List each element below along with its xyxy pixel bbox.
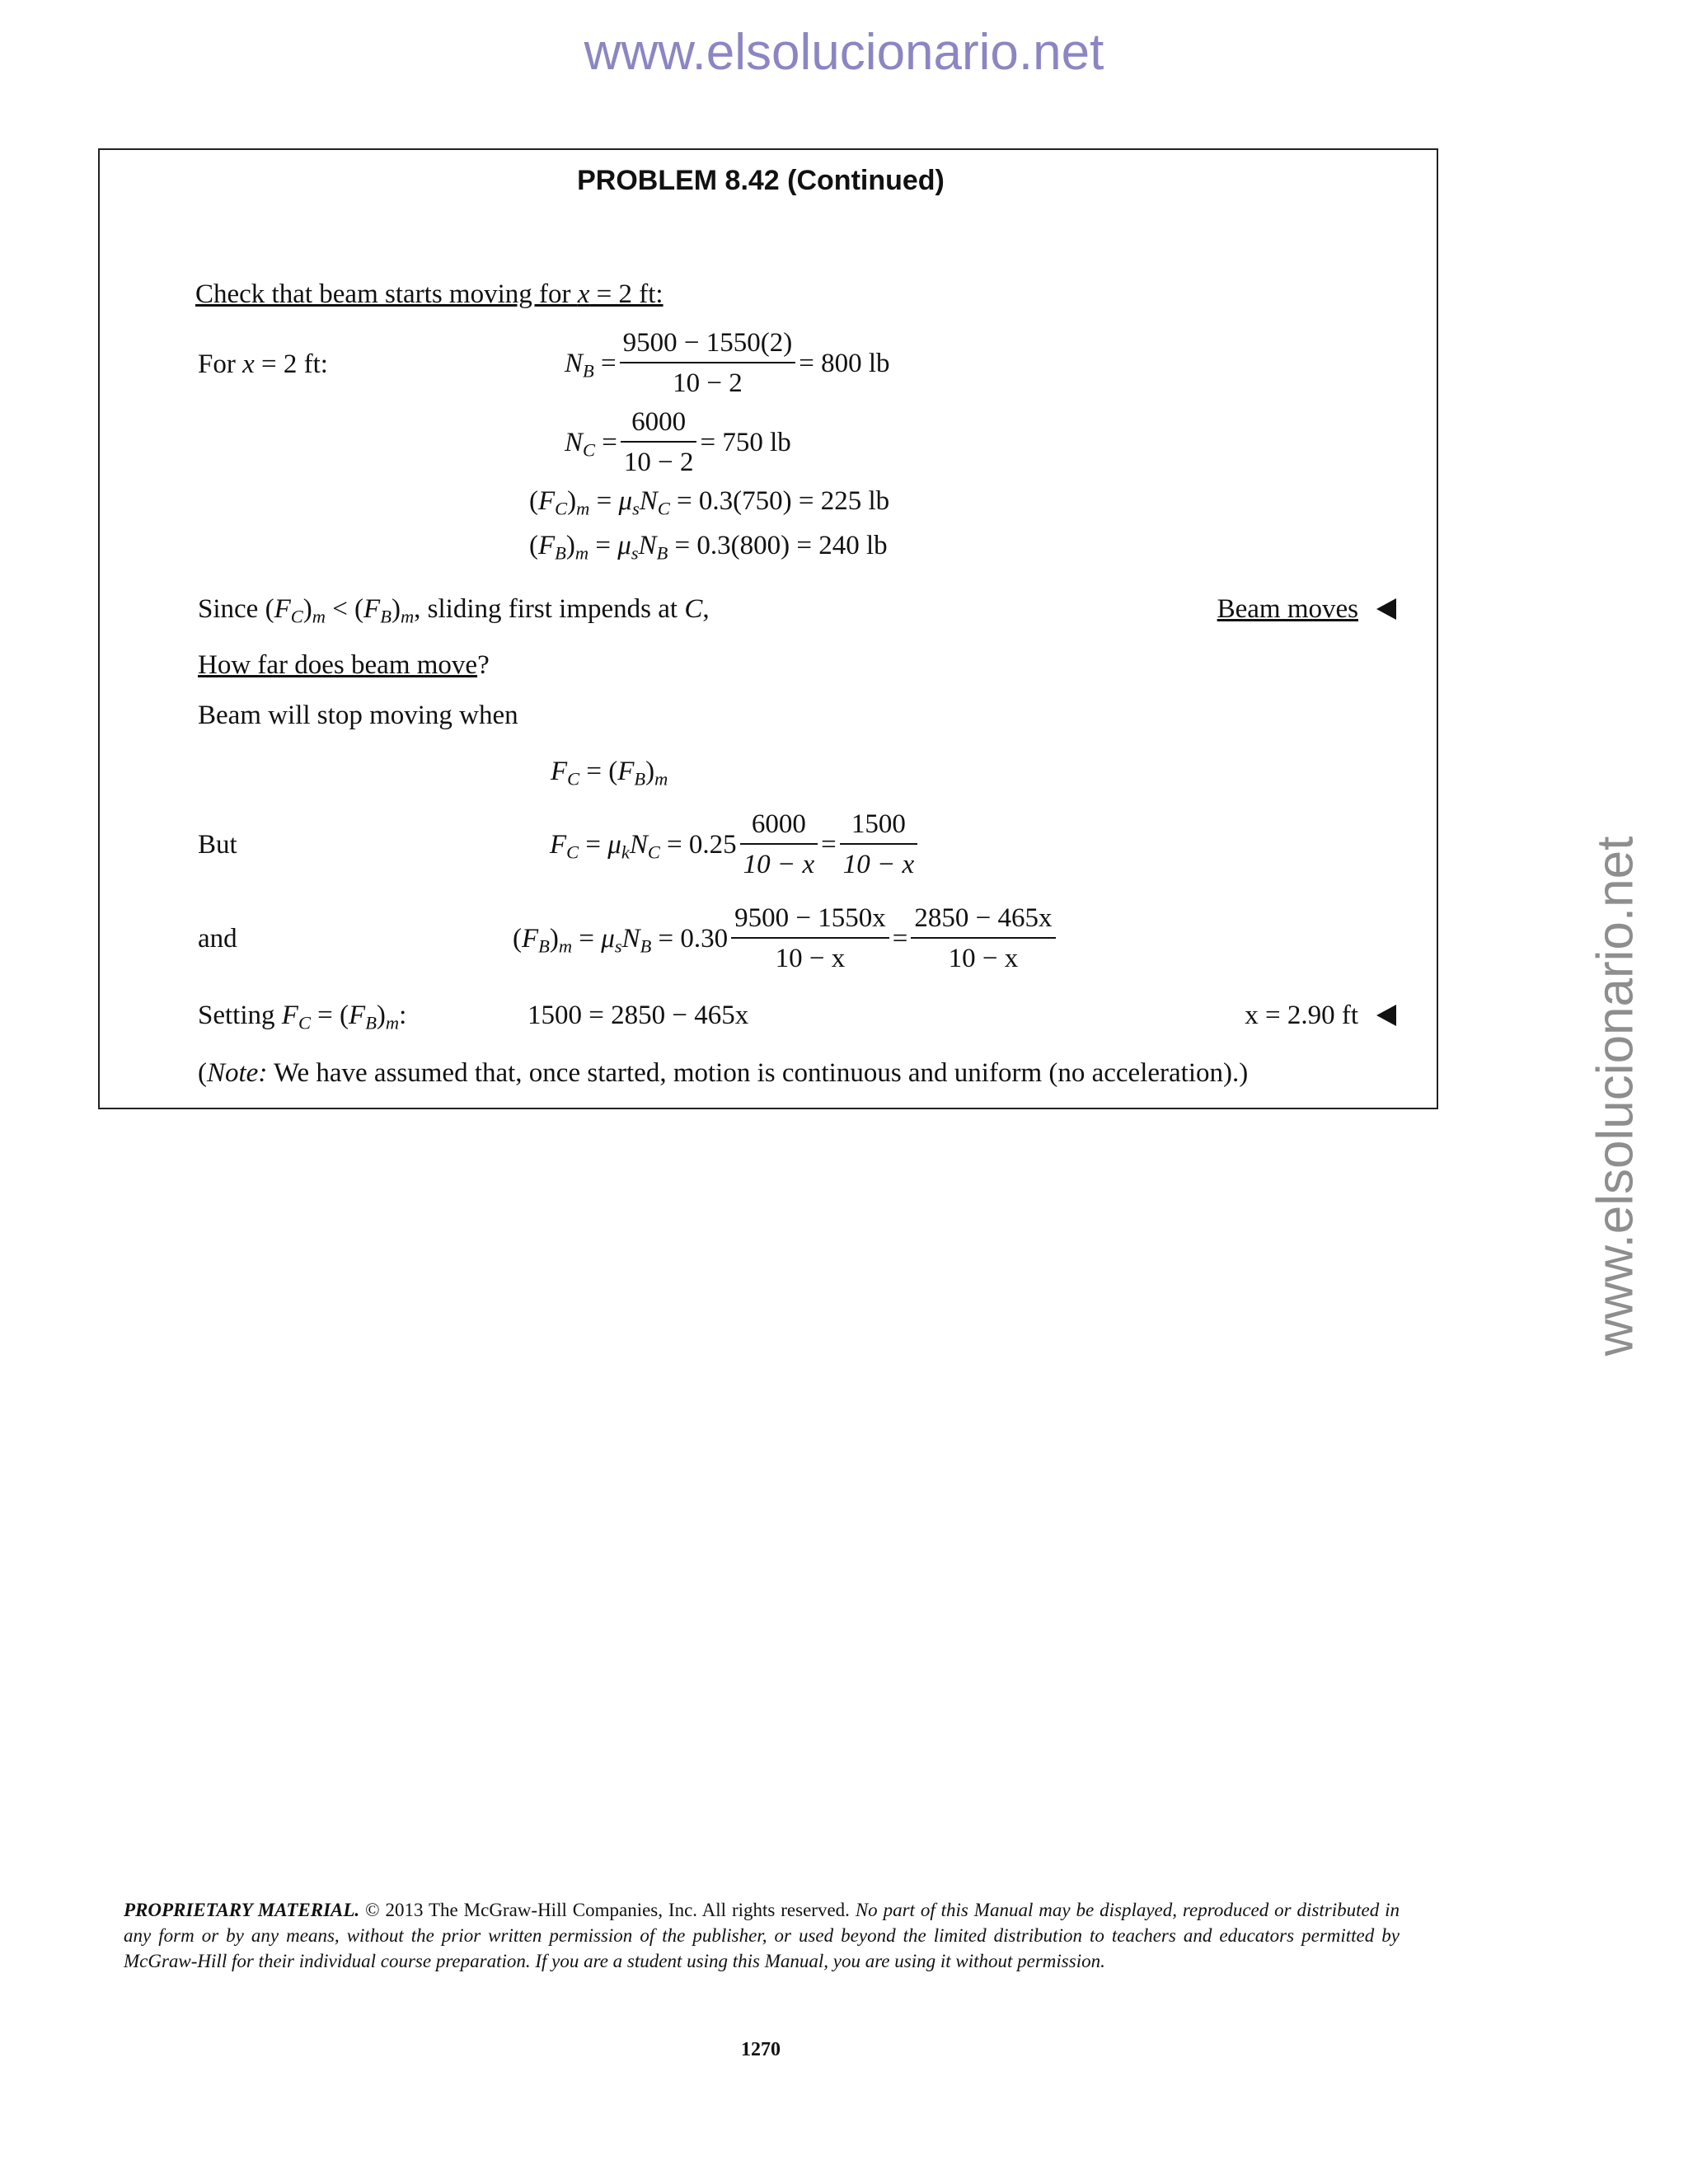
for-label: For x = 2 ft: bbox=[198, 349, 328, 379]
stop-condition: $F_C = (F_B)_m$ bbox=[551, 757, 668, 790]
fbm-fraction-1: $\frac{9500 - 1550x}{10 - x}$ bbox=[731, 903, 889, 974]
fcm-equation: $(F_C)_m = \mu_sN_C = 0.3(750) = 225$ lb bbox=[529, 486, 890, 519]
fbm-fraction-2: $\frac{2850 - 465x}{10 - x}$ bbox=[911, 903, 1055, 974]
how-far-heading: How far does beam move? bbox=[198, 650, 490, 680]
note: (Note: We have assumed that, once started, motion is continuous and uniform (no acceleration).) bbox=[198, 1058, 1249, 1088]
since-line: Since $(F_C)_m < (F_B)_m$, sliding first impends at C, bbox=[198, 594, 710, 627]
nb-fraction: $\frac{9500 - 1550(2)}{10 - 2}$ bbox=[620, 328, 796, 399]
nc-fraction: $\frac{6000}{10 - 2}$ bbox=[621, 407, 697, 478]
answer-marker-icon bbox=[1376, 1005, 1396, 1026]
stop-text: Beam will stop moving when bbox=[198, 701, 518, 730]
watermark-top: www.elsolucionario.net bbox=[584, 24, 1104, 81]
proprietary-notice: PROPRIETARY MATERIAL. © 2013 The McGraw-Hill Companies, Inc. All rights reserved. No part of this Manual may be displayed, reproduced or distributed in any form or by any means, without the prior written permission of the publisher, or used beyond the limited distribution to teachers and educators permitted by McGraw-Hill for their individual course preparation. If you are a student using this Manual, you are using it without permission. bbox=[124, 1900, 1400, 1971]
fbm-equation: $(F_B)_m = \mu_sN_B = 0.3(800) = 240$ lb bbox=[529, 531, 888, 564]
fc-kinetic-equation: $F_C = \mu_kN_C = 0.25$ $\frac{6000}{10 - x}$ = $\frac{1500}{10 - x}$ bbox=[548, 809, 919, 880]
problem-title: PROBLEM 8.42 (Continued) bbox=[577, 165, 945, 196]
fbm-x-equation: $(F_B)_m = \mu_sN_B = 0.30$ $\frac{9500 - 1550x}{10 - x}$ = $\frac{2850 - 465x}{10 - x}$ bbox=[511, 903, 1057, 974]
distance-answer: x = 2.90 ft bbox=[1245, 1002, 1396, 1029]
page-number: 1270 bbox=[741, 2039, 781, 2060]
watermark-side: www.elsolucionario.net bbox=[1587, 836, 1644, 1357]
beam-moves-answer: Beam moves bbox=[1217, 596, 1396, 623]
nb-equation: $N_B$ = $\frac{9500 - 1550(2)}{10 - 2}$ = 800 lb bbox=[565, 328, 890, 398]
nc-equation: $N_C$ = $\frac{6000}{10 - 2}$ = 750 lb bbox=[565, 407, 791, 477]
fc-fraction-1: $\frac{6000}{10 - x}$ bbox=[740, 809, 818, 880]
answer-marker-icon bbox=[1376, 598, 1396, 620]
setting-equation: 1500 = 2850 − 465x bbox=[528, 1001, 749, 1030]
setting-label: Setting $F_C = (F_B)_m$: bbox=[198, 1001, 407, 1033]
but-label: But bbox=[198, 830, 237, 860]
check-heading: Check that beam starts moving for x = 2 ft: bbox=[195, 279, 663, 309]
fc-fraction-2: $\frac{1500}{10 - x}$ bbox=[840, 809, 917, 880]
and-label: and bbox=[198, 924, 237, 954]
